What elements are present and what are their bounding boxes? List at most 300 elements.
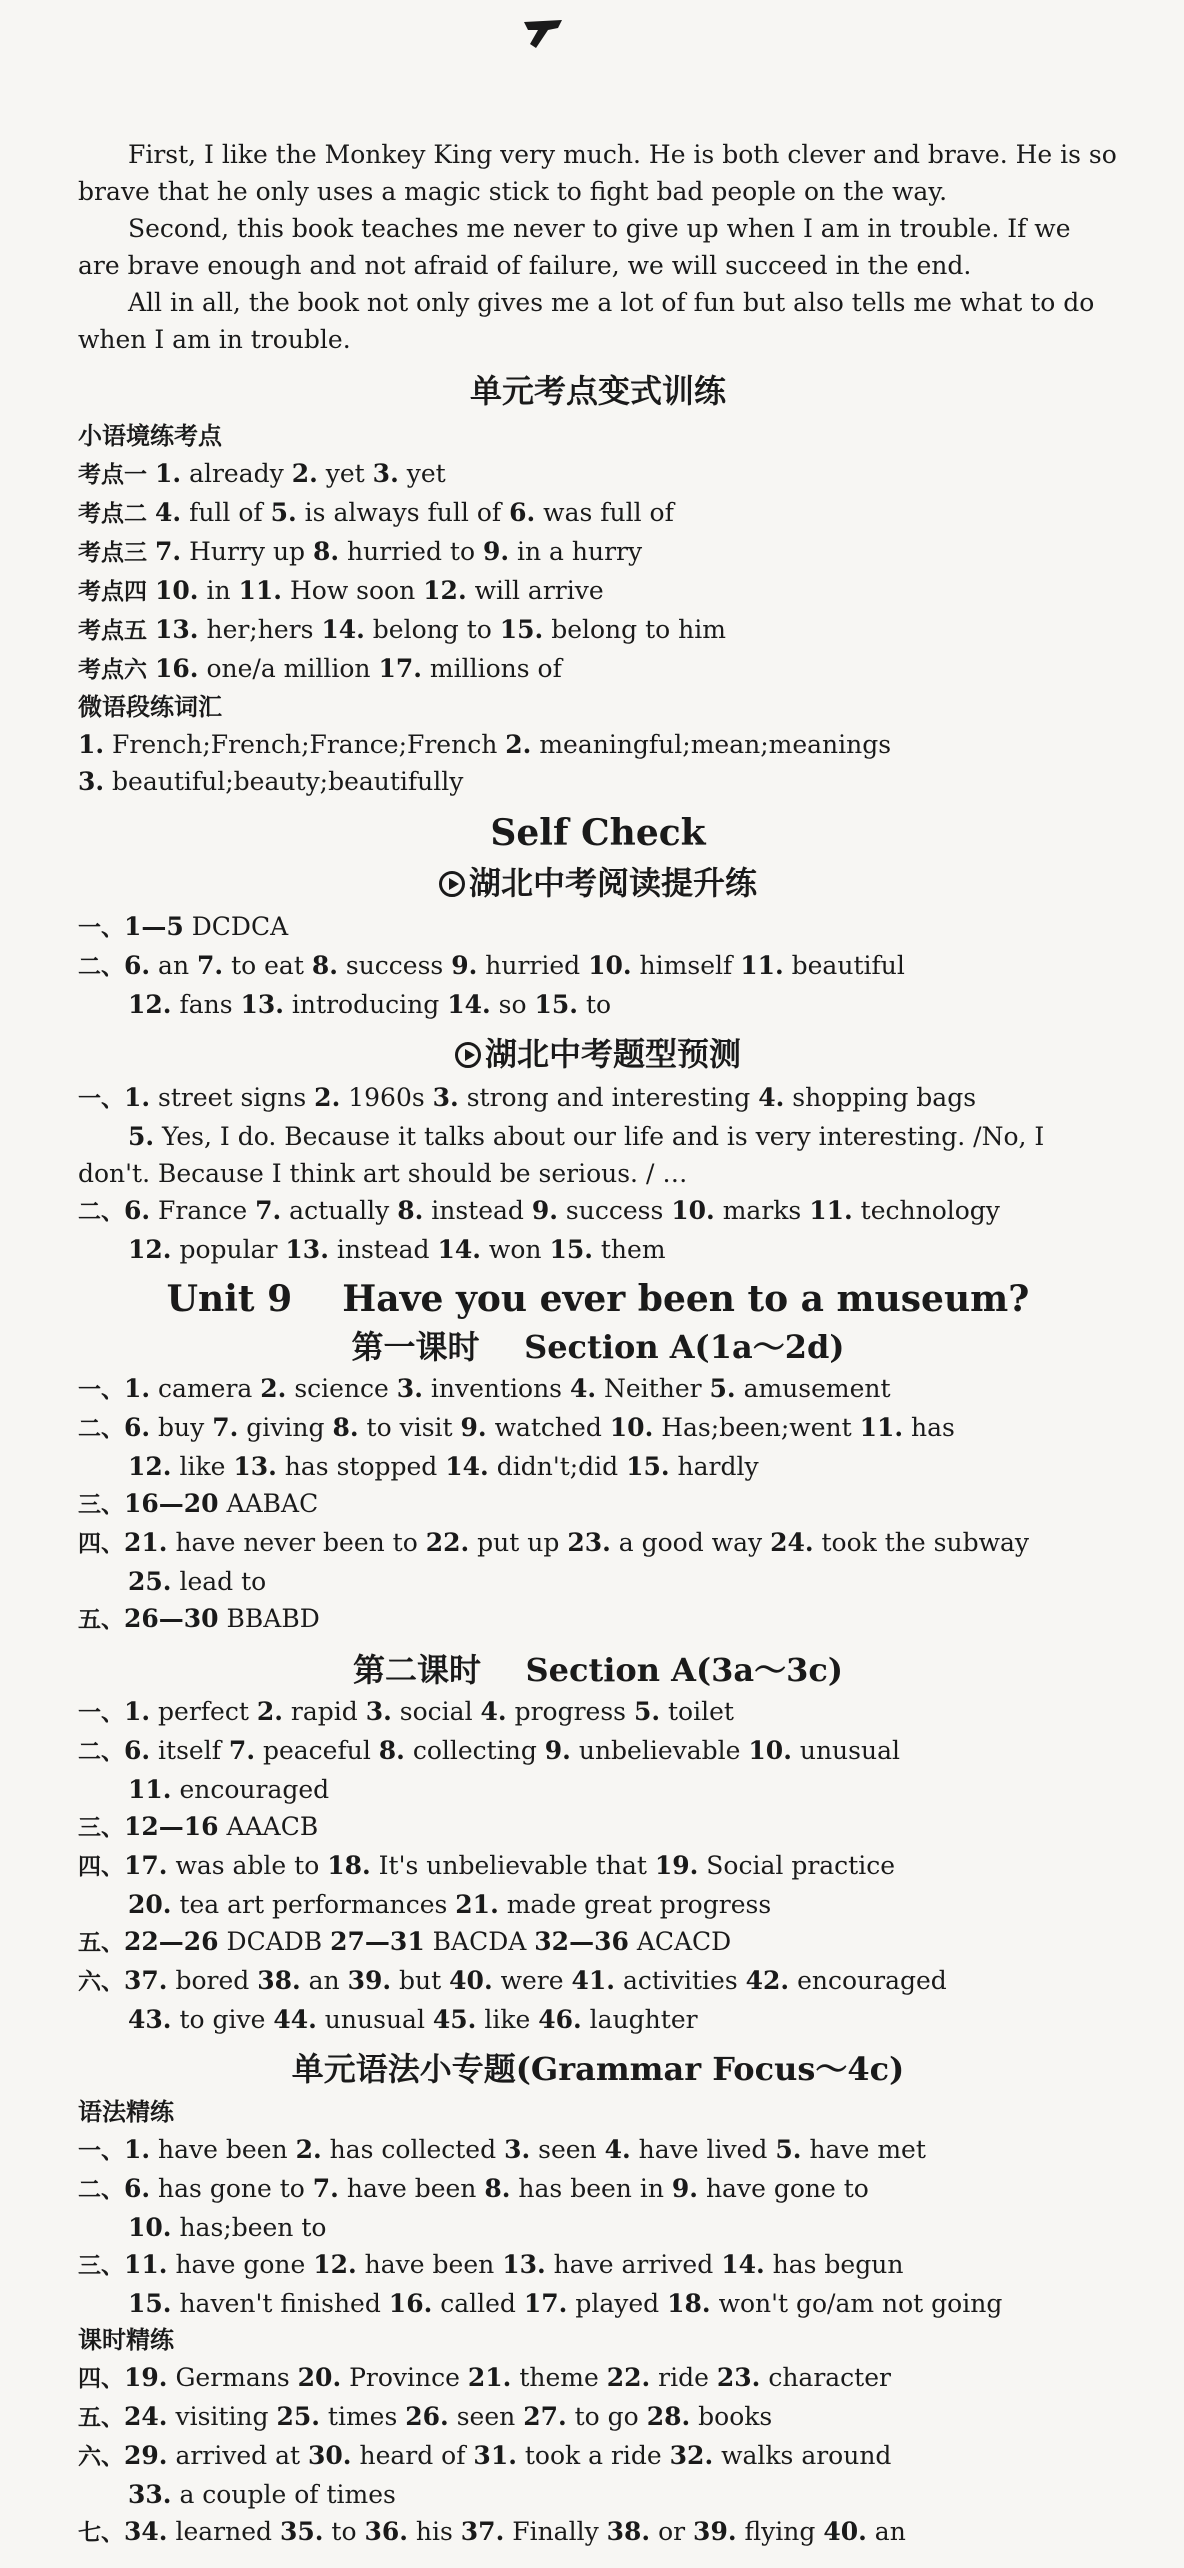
answer-text: one/a million — [198, 654, 379, 683]
answer-number: 21. — [124, 1528, 168, 1557]
subheading-grammar: 语法精练 — [78, 2098, 174, 2126]
answer-row — [78, 1485, 1118, 1524]
answer-row — [78, 1118, 1118, 1155]
answer-text: didn't;did — [488, 1452, 627, 1481]
answer-text: already — [181, 459, 292, 488]
answer-number: 11. — [128, 1775, 172, 1804]
answer-text: in a hurry — [509, 537, 643, 566]
answer-number: 12. — [423, 576, 467, 605]
answer-row — [78, 1370, 1118, 1409]
answer-text: progress — [506, 1697, 634, 1726]
answer-text: itself — [150, 1736, 229, 1765]
answer-text: encouraged — [789, 1966, 947, 1995]
question-label: 二、 — [78, 954, 124, 980]
question-label: 五、 — [78, 1607, 124, 1633]
question-label: 四、 — [78, 1531, 124, 1557]
answer-text: so — [490, 990, 535, 1019]
answer-number: 17. — [523, 2289, 568, 2318]
answer-number: 7. — [312, 2174, 339, 2203]
answer-row — [78, 1962, 1118, 2001]
answer-row — [78, 1563, 1118, 1600]
answer-text: called — [432, 2289, 524, 2318]
answer-number: 12. — [313, 2250, 357, 2279]
answer-number: 6. — [124, 951, 151, 980]
answer-number: 10. — [588, 951, 632, 980]
answer-text: hurried — [477, 951, 589, 980]
answer-text: won — [480, 1235, 550, 1264]
answer-row — [78, 533, 1118, 572]
answer-number: 2. — [260, 1374, 287, 1403]
question-label: 二、 — [78, 2177, 124, 2203]
subheading-context: 小语境练考点 — [78, 422, 222, 450]
answer-number: 3. — [372, 459, 399, 488]
answer-number: 30. — [308, 2441, 352, 2470]
question-label: 考点三 — [78, 540, 156, 566]
question-label: 考点二 — [78, 501, 156, 527]
answer-text: has collected — [321, 2135, 505, 2164]
answer-text: seen — [530, 2135, 605, 2164]
answer-number: 15. — [128, 2289, 172, 2318]
answer-number: 5. — [128, 1122, 155, 1151]
answer-number: 8. — [313, 537, 340, 566]
play-icon — [439, 871, 465, 897]
answer-number: 20. — [297, 2363, 342, 2392]
answer-text: success — [337, 951, 452, 980]
lesson-2-answers — [78, 1693, 1118, 2038]
answer-number: 38. — [606, 2517, 651, 2546]
answer-text: tea art performances — [171, 1890, 456, 1919]
answer-text: lead to — [171, 1567, 267, 1596]
answer-number: 43. — [128, 2005, 172, 2034]
answer-text: to — [323, 2517, 365, 2546]
answer-number: 16. — [388, 2289, 433, 2318]
answer-text: hardly — [669, 1452, 759, 1481]
question-label: 三、 — [78, 1815, 124, 1841]
answer-number: 2. — [505, 730, 532, 759]
answer-row — [78, 1448, 1118, 1485]
answer-text: meaningful;mean;meanings — [531, 730, 892, 759]
answer-number: 25. — [128, 1567, 172, 1596]
answer-number: 24. — [124, 2402, 168, 2431]
answer-number: 2. — [256, 1697, 283, 1726]
answer-text: to go — [566, 2402, 647, 2431]
answer-number: 4. — [155, 498, 182, 527]
answer-number: 18. — [327, 1851, 371, 1880]
answer-number: 13. — [155, 615, 199, 644]
answer-text: has;been to — [171, 2213, 327, 2242]
answer-text: visiting — [167, 2402, 277, 2431]
answer-text: a good way — [610, 1528, 771, 1557]
answer-text: bored — [167, 1966, 258, 1995]
answer-number: 39. — [693, 2517, 737, 2546]
answer-number: 11. — [238, 576, 283, 605]
answer-text: to visit — [358, 1413, 461, 1442]
answer-number: 6. — [124, 1413, 151, 1442]
question-label: 六、 — [78, 1969, 124, 1995]
answer-number: 23. — [567, 1528, 611, 1557]
answer-text: have gone to — [698, 2174, 869, 2203]
answer-text: has been in — [510, 2174, 672, 2203]
answer-text: popular — [171, 1235, 286, 1264]
answer-number: 1. — [124, 2135, 151, 2164]
answer-text: like — [171, 1452, 234, 1481]
answer-text: to eat — [223, 951, 312, 980]
question-label: 五、 — [78, 2405, 124, 2431]
answer-number: 12—16 — [124, 1812, 219, 1841]
answer-text: marks — [714, 1196, 810, 1225]
answer-text: in — [198, 576, 239, 605]
answer-row — [78, 650, 1118, 689]
answer-text: DCDCA — [183, 912, 289, 941]
answer-number: 9. — [451, 951, 478, 980]
answer-text: have been — [356, 2250, 503, 2279]
answer-text: times — [319, 2402, 406, 2431]
answer-text: 1960s — [340, 1083, 433, 1112]
answer-row — [78, 2131, 1118, 2170]
answer-text: perfect — [150, 1697, 257, 1726]
answer-number: 24. — [770, 1528, 814, 1557]
answer-text: an — [300, 1966, 348, 1995]
answer-number: 12. — [128, 990, 172, 1019]
answer-text: Province — [341, 2363, 468, 2392]
answer-text: his — [407, 2517, 461, 2546]
answer-number: 19. — [654, 1851, 699, 1880]
answer-text: BACDA — [424, 1927, 535, 1956]
answer-number: 2. — [295, 2135, 322, 2164]
answer-number: 7. — [228, 1736, 256, 1765]
answer-text: full of — [181, 498, 271, 527]
answer-text: AABAC — [218, 1489, 319, 1518]
answer-row — [78, 1079, 1118, 1118]
answer-row — [78, 1886, 1118, 1923]
question-label: 四、 — [78, 2366, 124, 2392]
vocab-list — [78, 726, 1118, 800]
answer-text: collecting — [404, 1736, 545, 1765]
essay-paragraph-3: All in all, the book not only gives me a lot of fun but also tells me what to do when I am in trouble. — [78, 288, 1095, 354]
answer-text: AAACB — [218, 1812, 319, 1841]
answer-text: unbelievable — [570, 1736, 749, 1765]
question-label: 二、 — [78, 1199, 124, 1225]
answer-number: 6. — [124, 1736, 151, 1765]
answer-number: 15. — [534, 990, 579, 1019]
answer-text: took the subway — [813, 1528, 1030, 1557]
question-label: 六、 — [78, 2444, 124, 2470]
answer-row — [78, 1155, 1118, 1192]
subheading-lesson-practice: 课时精练 — [78, 2326, 174, 2354]
answer-row — [78, 1693, 1118, 1732]
answer-number: 17. — [124, 1851, 168, 1880]
answer-number: 15. — [499, 615, 544, 644]
section-title-reading: 湖北中考阅读提升练 — [78, 858, 1118, 904]
answer-number: 10. — [128, 2213, 172, 2242]
answer-number: 4. — [569, 1374, 597, 1403]
answer-number: 10. — [609, 1413, 654, 1442]
question-label: 五、 — [78, 1930, 124, 1956]
answer-number: 10. — [671, 1196, 715, 1225]
answer-number: 10. — [155, 576, 199, 605]
answer-number: 3. — [504, 2135, 531, 2164]
answer-text: flying — [736, 2517, 824, 2546]
answer-number: 19. — [124, 2363, 168, 2392]
answer-text: Germans — [167, 2363, 298, 2392]
answer-row — [78, 986, 1118, 1023]
answer-number: 33. — [128, 2480, 172, 2509]
answer-number: 10. — [748, 1736, 792, 1765]
answer-row — [78, 1808, 1118, 1847]
answer-text: DCADB — [218, 1927, 331, 1956]
answer-row — [78, 1847, 1118, 1886]
answer-number: 21. — [467, 2363, 512, 2392]
answer-text: inventions — [422, 1374, 570, 1403]
answer-number: 3. — [78, 767, 105, 796]
answer-text: ACACD — [628, 1927, 732, 1956]
answer-text: millions of — [421, 654, 562, 683]
answer-text: heard of — [351, 2441, 474, 2470]
answer-number: 38. — [257, 1966, 301, 1995]
answer-text: amusement — [735, 1374, 891, 1403]
answer-text: yet — [317, 459, 373, 488]
answer-number: 13. — [285, 1235, 329, 1264]
answer-text: arrived at — [167, 2441, 309, 2470]
answer-text: Yes, I do. Because it talks about our life and is very interesting. /No, I — [154, 1122, 1045, 1151]
answer-text: has stopped — [276, 1452, 446, 1481]
answer-number: 41. — [571, 1966, 615, 1995]
answer-text: books — [690, 2402, 773, 2431]
answer-text: theme — [511, 2363, 607, 2392]
answer-row — [78, 1231, 1118, 1268]
answer-text: success — [557, 1196, 672, 1225]
answer-number: 34. — [124, 2517, 168, 2546]
answer-number: 22. — [606, 2363, 651, 2392]
answer-number: 37. — [460, 2517, 505, 2546]
answer-number: 22. — [425, 1528, 470, 1557]
section-title-unit-drill: 单元考点变式训练 — [469, 372, 726, 410]
answer-number: 18. — [667, 2289, 711, 2318]
answer-number: 40. — [449, 1966, 493, 1995]
answer-row — [78, 2437, 1118, 2476]
question-label: 七、 — [78, 2520, 124, 2546]
answer-row — [78, 455, 1118, 494]
answer-number: 1. — [124, 1083, 151, 1112]
question-label: 二、 — [78, 1416, 124, 1442]
answer-number: 8. — [397, 1196, 424, 1225]
question-label: 二、 — [78, 1739, 124, 1765]
answer-number: 1. — [155, 459, 182, 488]
answer-text: was able to — [167, 1851, 328, 1880]
answer-text: have been — [150, 2135, 296, 2164]
answer-text: himself — [631, 951, 741, 980]
answer-number: 27—31 — [330, 1927, 425, 1956]
subheading-vocab: 微语段练词汇 — [78, 693, 222, 721]
answer-text: hurried to — [339, 537, 483, 566]
lesson-1-title: 第一课时 Section A(1a～2d) — [351, 1328, 845, 1366]
answer-text: unusual — [791, 1736, 900, 1765]
answer-text: giving — [238, 1413, 333, 1442]
lesson-1-answers — [78, 1370, 1118, 1639]
answer-number: 35. — [279, 2517, 324, 2546]
answer-number: 16—20 — [124, 1489, 219, 1518]
reading-answers — [78, 908, 1118, 1023]
answer-number: 27. — [523, 2402, 567, 2431]
answer-text: has gone to — [150, 2174, 313, 2203]
answer-number: 8. — [378, 1736, 405, 1765]
answer-text: yet — [398, 459, 446, 488]
answer-number: 31. — [473, 2441, 517, 2470]
answer-row — [78, 1524, 1118, 1563]
answer-text: French;French;France;French — [104, 730, 506, 759]
answer-text: character — [760, 2363, 891, 2392]
play-icon — [455, 1042, 481, 1068]
question-label: 考点四 — [78, 579, 156, 605]
answer-row — [78, 1732, 1118, 1771]
section-title-prediction: 湖北中考题型预测 — [78, 1029, 1118, 1075]
answer-text: made great progress — [498, 1890, 772, 1919]
answer-text: ride — [650, 2363, 717, 2392]
answer-text: but — [391, 1966, 450, 1995]
answer-text: won't go/am not going — [710, 2289, 1003, 2318]
answer-text: How soon — [282, 576, 424, 605]
answer-row — [78, 2170, 1118, 2209]
answer-text: It's unbelievable that — [370, 1851, 655, 1880]
answer-number: 14. — [447, 990, 491, 1019]
answer-number: 1. — [78, 730, 105, 759]
answer-number: 8. — [332, 1413, 359, 1442]
answer-text: strong and interesting — [458, 1083, 759, 1112]
answer-text: put up — [469, 1528, 568, 1557]
answer-text: social — [391, 1697, 481, 1726]
answer-text: will arrive — [466, 576, 604, 605]
answer-text: instead — [423, 1196, 532, 1225]
answer-text: learned — [167, 2517, 280, 2546]
answer-text: Neither — [596, 1374, 710, 1403]
answer-number: 1. — [124, 1697, 151, 1726]
answer-number: 1. — [124, 1374, 151, 1403]
answer-text: belong to — [364, 615, 500, 644]
answer-number: 14. — [721, 2250, 765, 2279]
answer-text: to give — [171, 2005, 274, 2034]
lesson-2-title: 第二课时 Section A(3a～3c) — [352, 1651, 844, 1689]
answer-text: science — [286, 1374, 397, 1403]
answer-text: instead — [328, 1235, 438, 1264]
answer-text: buy — [150, 1413, 213, 1442]
answer-row — [78, 2209, 1118, 2246]
answer-row — [78, 2001, 1118, 2038]
question-label: 一、 — [78, 1086, 124, 1112]
answer-number: 9. — [671, 2174, 698, 2203]
answer-number: 22—26 — [124, 1927, 219, 1956]
answer-text: an — [150, 951, 198, 980]
answer-number: 26. — [405, 2402, 449, 2431]
answer-number: 9. — [460, 1413, 487, 1442]
question-label: 三、 — [78, 2253, 124, 2279]
answer-number: 3. — [365, 1697, 392, 1726]
essay-paragraph-2: Second, this book teaches me never to give up when I am in trouble. If we are brave enough and not afraid of failure, we will succeed in the end. — [78, 214, 1071, 280]
answer-number: 12. — [128, 1452, 172, 1481]
answer-row — [78, 2398, 1118, 2437]
answer-text: or — [650, 2517, 694, 2546]
answer-number: 14. — [437, 1235, 481, 1264]
answer-number: 28. — [646, 2402, 691, 2431]
answer-text: them — [592, 1235, 666, 1264]
answer-number: 8. — [484, 2174, 511, 2203]
answer-text: encouraged — [171, 1775, 330, 1804]
answer-number: 5. — [709, 1374, 736, 1403]
answer-number: 1—5 — [124, 912, 184, 941]
answer-number: 15. — [626, 1452, 670, 1481]
answer-number: 37. — [124, 1966, 168, 1995]
answer-text: took a ride — [516, 2441, 670, 2470]
answer-text: actually — [281, 1196, 398, 1225]
answer-text: don't. Because I think art should be serious. / … — [78, 1159, 688, 1188]
answer-number: 20. — [128, 1890, 172, 1919]
answer-number: 13. — [240, 990, 284, 1019]
answer-text: her;hers — [198, 615, 322, 644]
answer-text: activities — [615, 1966, 746, 1995]
question-label: 一、 — [78, 915, 124, 941]
answer-number: 29. — [124, 2441, 168, 2470]
answer-text: Finally — [504, 2517, 607, 2546]
answer-row — [78, 611, 1118, 650]
answer-text: introducing — [283, 990, 448, 1019]
answer-number: 6. — [124, 1196, 151, 1225]
answer-text: peaceful — [255, 1736, 379, 1765]
answer-text: have gone — [167, 2250, 314, 2279]
prediction-answers — [78, 1079, 1118, 1268]
answer-text: played — [567, 2289, 668, 2318]
answer-text: were — [492, 1966, 572, 1995]
answer-number: 5. — [270, 498, 297, 527]
answer-text: have met — [801, 2135, 926, 2164]
answer-number: 3. — [396, 1374, 423, 1403]
answer-text: seen — [448, 2402, 524, 2431]
grammar-title: 单元语法小专题(Grammar Focus～4c) — [291, 2050, 905, 2088]
answer-number: 4. — [480, 1697, 507, 1726]
answer-text: BBABD — [218, 1604, 320, 1633]
answer-text: have arrived — [545, 2250, 722, 2279]
answer-row — [78, 1771, 1118, 1808]
answer-number: 26—30 — [124, 1604, 219, 1633]
answer-row — [78, 1192, 1118, 1231]
answer-number: 13. — [502, 2250, 546, 2279]
answer-number: 7. — [155, 537, 182, 566]
answer-text: have lived — [630, 2135, 776, 2164]
answer-row — [78, 1600, 1118, 1639]
answer-number: 9. — [482, 537, 510, 566]
grammar-answers — [78, 2131, 1118, 2322]
answer-text: unusual — [316, 2005, 433, 2034]
answer-text: technology — [852, 1196, 1000, 1225]
answer-text: beautiful;beauty;beautifully — [104, 767, 464, 796]
answer-text: belong to him — [543, 615, 726, 644]
answer-text: laughter — [581, 2005, 698, 2034]
answer-text: toilet — [660, 1697, 734, 1726]
answer-row — [78, 2359, 1118, 2398]
answer-text: walks around — [713, 2441, 892, 2470]
answer-row — [78, 494, 1118, 533]
section-title-self-check: Self Check — [490, 812, 706, 854]
answer-number: 6. — [509, 498, 536, 527]
answer-number: 9. — [544, 1736, 571, 1765]
answer-text: have never been to — [167, 1528, 426, 1557]
answer-number: 6. — [124, 2174, 151, 2203]
answer-number: 3. — [432, 1083, 459, 1112]
answer-number: 5. — [775, 2135, 802, 2164]
answer-text: Hurry up — [181, 537, 313, 566]
answer-number: 8. — [311, 951, 338, 980]
answer-row — [78, 763, 1118, 800]
question-label: 一、 — [78, 2138, 124, 2164]
answer-number: 2. — [291, 459, 318, 488]
